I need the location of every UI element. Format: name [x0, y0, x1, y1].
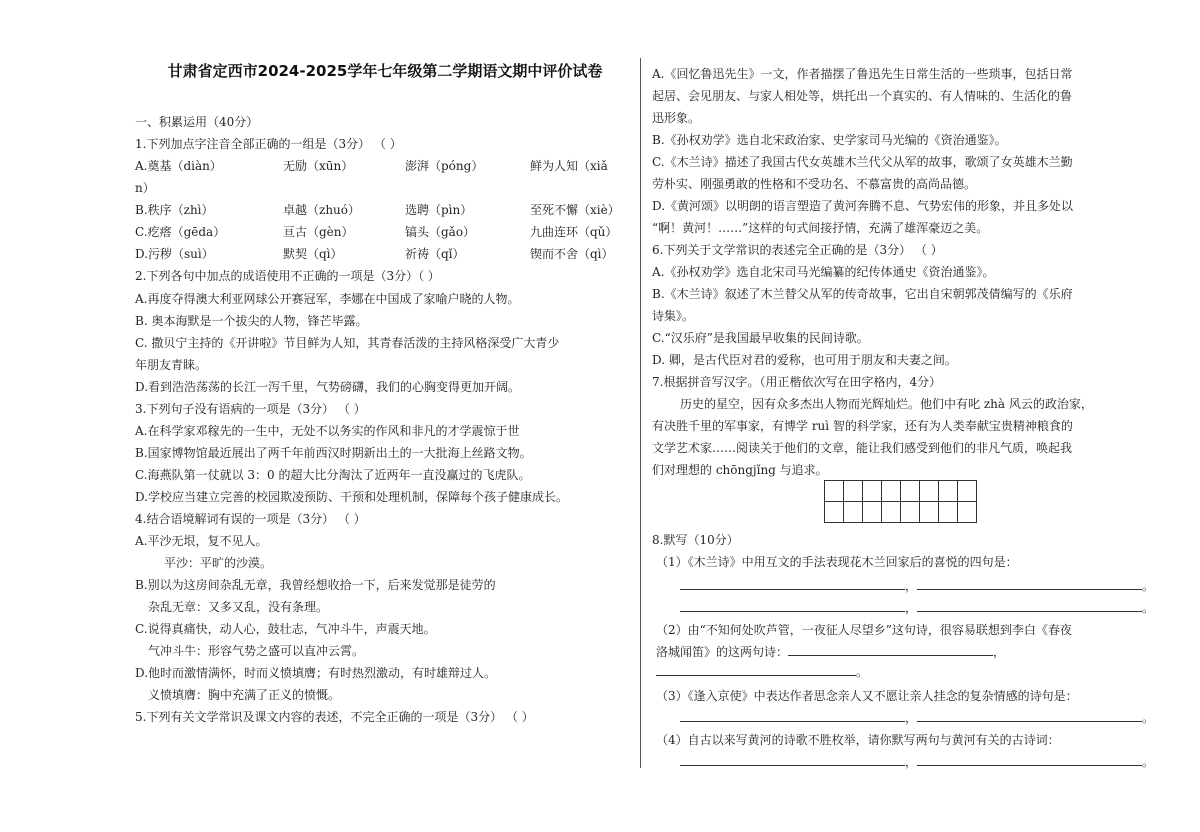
q1-option-a-wrap: n） [135, 181, 155, 195]
q4-option-b-line1: B.别以为这房间杂乱无章，我曾经想收拾一下，后来发觉那是徒劳的 [135, 578, 496, 592]
q5-stem: 5.下列有关文学常识及课文内容的表述，不完全正确的一项是（3分） （ ） [135, 710, 534, 724]
q6-option-d: D. 卿，是古代臣对君的爱称，也可用于朋友和夫妻之间。 [652, 353, 957, 367]
q4-option-d-line1: D.他时而激情满怀，时而义愤填膺；有时热烈激动，有时雄辩过人。 [135, 666, 497, 680]
q6-option-c: C.“汉乐府”是我国最早收集的民间诗歌。 [652, 331, 869, 345]
q6-stem: 6.下列关于文学常识的表述完全正确的是（3分） （ ） [652, 243, 943, 257]
q3-stem: 3.下列句子没有语病的一项是（3分） （ ） [135, 402, 366, 416]
q8-sub2-answer-row[interactable]: 。 [656, 664, 868, 680]
q8-sub1-answer-row2[interactable]: ， 。 [680, 600, 1154, 616]
q4-option-c-line2: 气冲斗牛：形容气势之盛可以直冲云霄。 [148, 644, 365, 658]
q7-passage-line1: 历史的星空，因有众多杰出人物而光辉灿烂。他们中有叱 zhà 风云的政治家， [680, 397, 1093, 411]
q7-passage-line2: 有决胜千里的军事家，有博学 ruì 智的科学家，还有为人类奉献宝贵精神粮食的 [652, 419, 1073, 433]
q3-option-d: D.学校应当建立完善的校园欺凌预防、干预和处理机制，保障每个孩子健康成长。 [135, 490, 569, 504]
q4-stem: 4.结合语境解词有误的一项是（3分） （ ） [135, 512, 366, 526]
q8-sub3-prompt: （3）《逢入京使》中表达作者思念亲人又不愿让亲人挂念的复杂情感的诗句是： [656, 689, 1078, 703]
q4-option-b-line2: 杂乱无章：又多又乱，没有条理。 [148, 600, 329, 614]
q2-option-c-line1: C. 撒贝宁主持的《开讲啦》节目鲜为人知，其青春活泼的主持风格深受广大青少 [135, 336, 560, 350]
q2-option-c-line2: 年朋友青睐。 [135, 358, 208, 372]
q4-option-c-line1: C.说得真痛快，动人心，鼓壮志，气冲斗牛，声震天地。 [135, 622, 436, 636]
q8-sub4-answer-row[interactable]: ， 。 [680, 754, 1154, 770]
q5-option-c-line2: 劳朴实、刚强勇敢的性格和不受功名、不慕富贵的高尚品德。 [652, 177, 977, 191]
q6-option-a: A.《孙权劝学》选自北宋司马光编纂的纪传体通史《资治通鉴》。 [652, 265, 995, 279]
q5-option-a-line2: 起居、会见朋友、与家人相处等，烘托出一个真实的、有人情味的、生活化的鲁 [652, 89, 1073, 103]
column-divider [640, 58, 641, 768]
q5-option-d-line2: “啊！黄河！……”这样的句式间接抒情，充满了雄浑豪迈之美。 [652, 221, 989, 235]
q3-option-a: A.在科学家邓稼先的一生中，无处不以务实的作风和非凡的才学震惊于世 [135, 424, 520, 438]
q2-option-a: A.再度夺得澳大利亚网球公开赛冠军，李娜在中国成了家喻户晓的人物。 [135, 292, 520, 306]
q3-option-b: B.国家博物馆最近展出了两千年前西汉时期新出土的一大批海上丝路文物。 [135, 446, 532, 460]
q8-sub1-answer-row1[interactable]: ， 。 [680, 578, 1154, 594]
q5-option-a-line1: A.《回忆鲁迅先生》一文，作者描摆了鲁迅先生日常生活的一些琐事，包括日常 [652, 67, 1073, 81]
q5-option-d-line1: D.《黄河颂》以明朗的语言塑造了黄河奔腾不息、气势宏伟的形象，并且多处以 [652, 199, 1074, 213]
q8-sub2-prompt-line2: 洛城闻笛》的这两句诗： ， [656, 645, 1006, 659]
q7-passage-line4: 们对理想的 chōngjǐng 与追求。 [652, 463, 828, 477]
q8-sub4-prompt: （4）自古以来写黄河的诗歌不胜枚举，请你默写两句与黄河有关的古诗词： [656, 733, 1060, 747]
q8-sub2-prompt-line1: （2）由“不知何处吹芦管，一夜征人尽望乡”这句诗，很容易联想到李白《春夜 [656, 623, 1072, 637]
exam-title: 甘肃省定西市2024-2025学年七年级第二学期语文期中评价试卷 [167, 62, 603, 80]
q2-option-d: D.看到浩浩荡荡的长江一泻千里，气势磅礴，我们的心胸变得更加开阔。 [135, 380, 521, 394]
q7-passage-line3: 文学艺术家……阅读关于他们的文章，能让我们感受到他们的非凡气质，唤起我 [652, 441, 1073, 455]
q4-option-a: A.平沙无垠，复不见人。 [135, 534, 268, 548]
q1-stem: 1.下列加点字注音全部正确的一组是（3分） （ ） [135, 137, 402, 151]
q7-stem: 7.根据拼音写汉字。（用正楷依次写在田字格内，4分） [652, 375, 942, 389]
q3-option-c: C.海燕队第一仗就以 3：0 的超大比分淘汰了近两年一直没赢过的飞虎队。 [135, 468, 531, 482]
q5-option-b: B.《孙权劝学》选自北宋政治家、史学家司马光编的《资治通鉴》。 [652, 133, 1007, 147]
q4-option-a-note: 平沙：平旷的沙漠。 [164, 556, 273, 570]
q8-sub1-prompt: （1）《木兰诗》中用互文的手法表现花木兰回家后的喜悦的四句是： [656, 555, 1018, 569]
q5-option-a-line3: 迅形象。 [652, 111, 701, 125]
q8-sub3-answer-row[interactable]: ， 。 [680, 710, 1154, 726]
q4-option-d-line2: 义愤填膺：胸中充满了正义的愤慨。 [148, 688, 341, 702]
q2-option-b: B. 奥本海默是一个拔尖的人物，锋芒毕露。 [135, 314, 368, 328]
q2-stem: 2.下列各句中加点的成语使用不正确的一项是（3分）（ ） [135, 269, 440, 283]
q5-option-c-line1: C.《木兰诗》描述了我国古代女英雄木兰代父从军的故事，歌颂了女英雄木兰勤 [652, 155, 1073, 169]
section-heading: 一、积累运用（40分） [135, 115, 259, 129]
q6-option-b-line1: B.《木兰诗》叙述了木兰替父从军的传奇故事，它出自宋朝郭茂倩编写的《乐府 [652, 287, 1073, 301]
q8-stem: 8.默写（10分） [652, 533, 739, 547]
tianzi-grid[interactable] [824, 480, 977, 523]
q6-option-b-line2: 诗集》。 [652, 309, 695, 323]
